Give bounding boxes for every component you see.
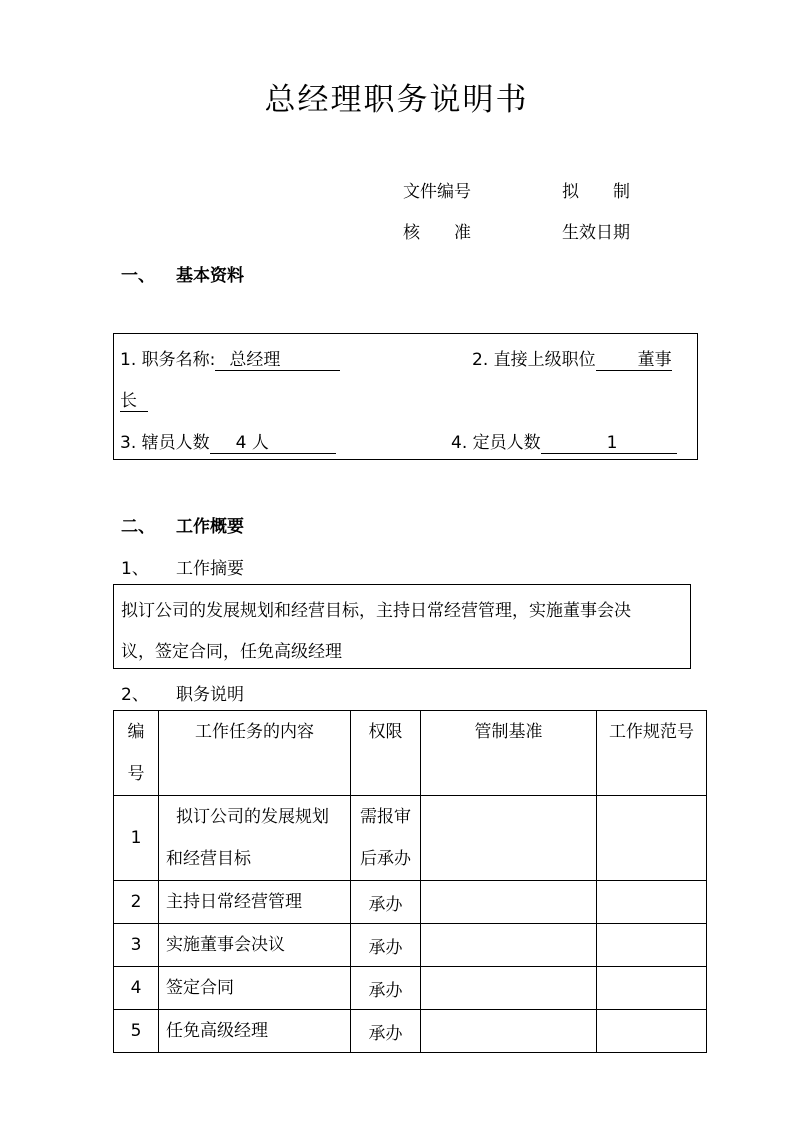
header-standard: 管制基准 — [421, 711, 597, 796]
row-standard — [421, 796, 597, 881]
table-row — [114, 796, 707, 881]
section1-heading: 基本资料 — [176, 266, 244, 286]
summary-text-line2: 议，签定合同，任免高级经理 — [121, 642, 342, 662]
document-title: 总经理职务说明书 — [264, 82, 529, 118]
superior-value: 董事 — [596, 345, 672, 371]
job-name-label: 1. 职务名称: — [120, 350, 216, 370]
table-header-row — [114, 711, 707, 796]
row-standard — [421, 924, 597, 967]
row-norm — [597, 1010, 707, 1053]
header-content: 工作任务的内容 — [159, 711, 351, 796]
row-no: 3 — [114, 924, 159, 967]
table-row — [114, 1010, 707, 1053]
row-standard — [421, 1010, 597, 1053]
approve-label: 核 准 — [403, 223, 471, 243]
row-task: 拟订公司的发展规划 和经营目标 — [159, 796, 351, 881]
staff-count-field — [120, 428, 336, 454]
table-row — [114, 881, 707, 924]
superior-field — [472, 345, 672, 371]
quota-field — [451, 428, 677, 454]
staff-count-label: 3. 辖员人数 — [120, 433, 210, 453]
section1-number: 一、 — [121, 266, 155, 286]
row-no: 5 — [114, 1010, 159, 1053]
row-task: 签定合同 — [159, 967, 351, 1010]
draft-label: 拟 制 — [562, 182, 630, 202]
table-row — [114, 924, 707, 967]
staff-count-value: 4 人 — [210, 428, 336, 454]
job-name-value: 总经理 — [215, 345, 340, 371]
row-standard — [421, 881, 597, 924]
section2-number: 二、 — [121, 517, 155, 537]
row-authority: 承办 — [351, 967, 421, 1010]
header-authority: 权限 — [351, 711, 421, 796]
table-row — [114, 967, 707, 1010]
row-task: 任免高级经理 — [159, 1010, 351, 1053]
superior-label: 2. 直接上级职位 — [472, 350, 596, 370]
quota-value: 1 — [541, 433, 677, 454]
row-task: 实施董事会决议 — [159, 924, 351, 967]
file-number-label: 文件编号 — [403, 182, 471, 202]
row-norm — [597, 924, 707, 967]
duty-table — [113, 710, 707, 1053]
duty-number: 2、 — [121, 685, 149, 705]
row-norm — [597, 796, 707, 881]
duty-label: 职务说明 — [176, 685, 244, 705]
row-norm — [597, 881, 707, 924]
summary-text-line1: 拟订公司的发展规划和经营目标，主持日常经营管理，实施董事会决 — [121, 601, 631, 621]
summary-label: 工作摘要 — [176, 559, 244, 579]
summary-box — [113, 584, 691, 669]
job-name-field — [120, 345, 340, 371]
row-norm — [597, 967, 707, 1010]
row-no: 4 — [114, 967, 159, 1010]
summary-number: 1、 — [121, 559, 149, 579]
superior-value-continued: 长 — [120, 386, 148, 412]
basic-info-box — [113, 333, 698, 460]
row-standard — [421, 967, 597, 1010]
row-authority: 承办 — [351, 881, 421, 924]
quota-label: 4. 定员人数 — [451, 433, 541, 453]
row-no: 2 — [114, 881, 159, 924]
section2-heading: 工作概要 — [176, 517, 244, 537]
row-no: 1 — [114, 796, 159, 881]
row-task: 主持日常经营管理 — [159, 881, 351, 924]
header-no: 编 号 — [114, 711, 159, 796]
effective-date-label: 生效日期 — [562, 223, 630, 243]
row-authority: 需报审 后承办 — [351, 796, 421, 881]
row-authority: 承办 — [351, 924, 421, 967]
row-authority: 承办 — [351, 1010, 421, 1053]
header-norm: 工作规范号 — [597, 711, 707, 796]
